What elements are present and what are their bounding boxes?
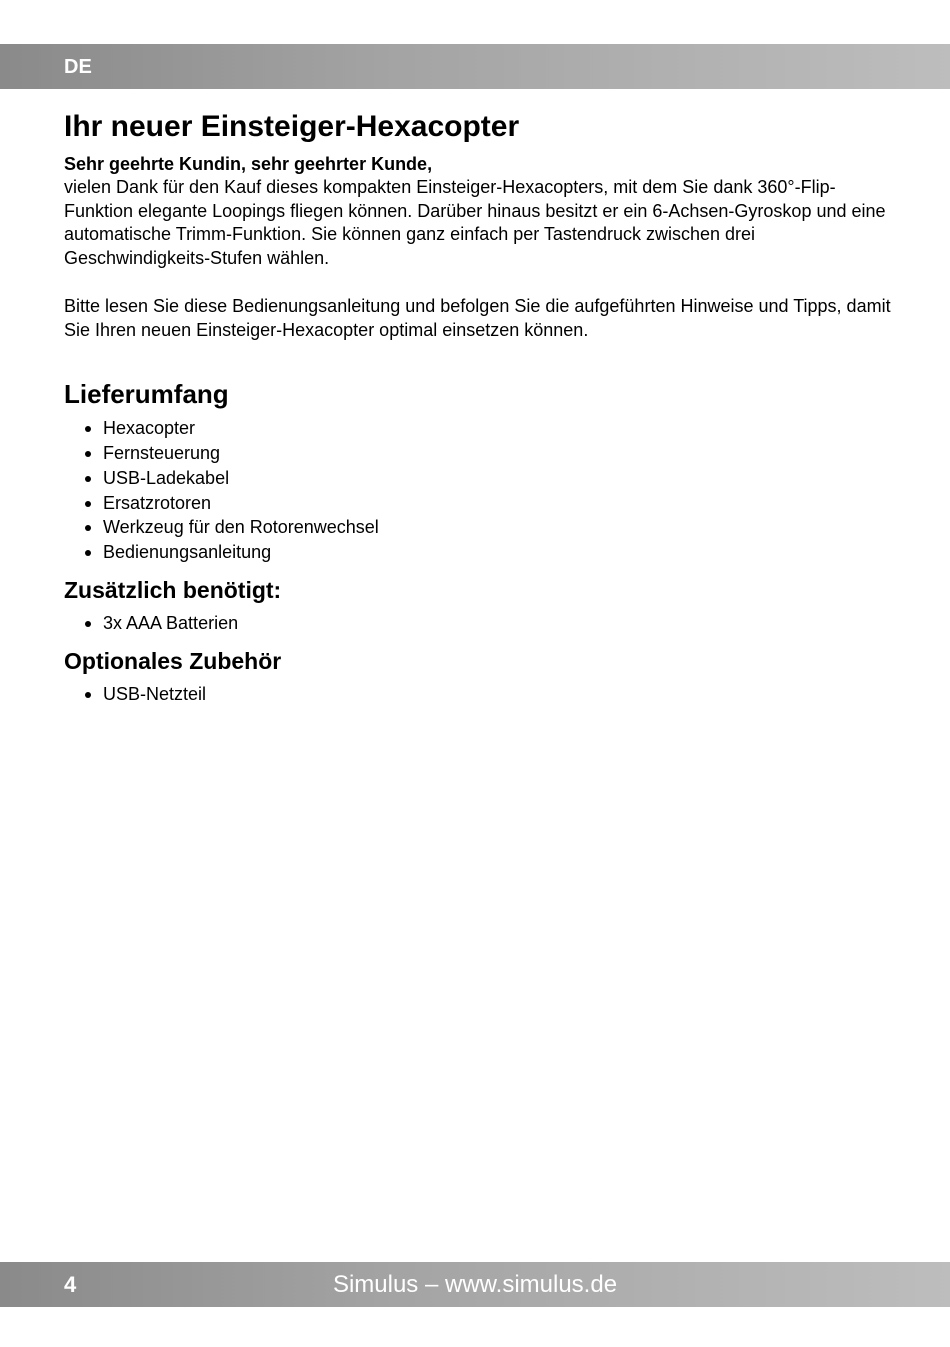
list-item bbox=[103, 611, 894, 636]
list-item bbox=[103, 491, 894, 516]
main-content bbox=[64, 108, 894, 707]
list-item-label: Bedienungsanleitung bbox=[103, 542, 272, 563]
header-bar bbox=[0, 44, 950, 89]
delivery-list bbox=[64, 416, 894, 565]
delivery-title: Lieferumfang bbox=[64, 379, 229, 410]
bullet-icon bbox=[85, 692, 91, 698]
bullet-icon bbox=[85, 476, 91, 482]
page-number: 4 bbox=[64, 1272, 77, 1297]
list-item bbox=[103, 416, 894, 441]
language-label: DE bbox=[64, 56, 92, 78]
salutation: Sehr geehrte Kundin, sehr geehrter Kunde, bbox=[64, 154, 433, 174]
bullet-icon bbox=[85, 525, 91, 531]
optional-accessories-list bbox=[64, 682, 894, 707]
list-item bbox=[103, 540, 894, 565]
list-item bbox=[103, 466, 894, 491]
page-title: Ihr neuer Einsteiger-Hexacopter bbox=[64, 110, 520, 143]
list-item-label: USB-Ladekabel bbox=[103, 467, 230, 488]
intro-paragraph: vielen Dank für den Kauf dieses kompakten Einsteiger-Hexacopters, mit dem Sie dank 360°-Flip-Funktion elegante Loopings fliegen können. Darüber hinaus besitzt er ein 6-Achsen-Gyroskop und eine automatische Trimm-Funktion. Sie können ganz einfach per Tastendruck zwischen drei Geschwindigkeits-Stufen wählen. bbox=[64, 177, 886, 269]
additionally-required-title: Zusätzlich benötigt: bbox=[64, 577, 282, 603]
list-item bbox=[103, 682, 894, 707]
bullet-icon bbox=[85, 550, 91, 556]
footer-bar bbox=[0, 1262, 950, 1307]
bullet-icon bbox=[85, 621, 91, 627]
optional-accessories-title: Optionales Zubehör bbox=[64, 647, 282, 674]
list-item-label: 3x AAA Batterien bbox=[103, 613, 239, 633]
list-item bbox=[103, 515, 894, 540]
list-item-label: Ersatzrotoren bbox=[103, 492, 212, 513]
bullet-icon bbox=[85, 451, 91, 457]
list-item-label: USB-Netzteil bbox=[103, 683, 207, 704]
list-item-label: Fernsteuerung bbox=[103, 443, 221, 464]
bullet-icon bbox=[85, 426, 91, 432]
list-item bbox=[103, 441, 894, 466]
footer-brand: Simulus – www.simulus.de bbox=[332, 1271, 618, 1298]
list-item-label: Hexacopter bbox=[103, 418, 196, 439]
instruction-paragraph: Bitte lesen Sie diese Bedienungsanleitung und befolgen Sie die aufgeführten Hinweise und Tipps, damit Sie Ihren neuen Einsteiger-Hexacopter optimal einsetzen können. bbox=[64, 295, 891, 340]
additionally-required-list bbox=[64, 611, 894, 636]
bullet-icon bbox=[85, 501, 91, 507]
list-item-label: Werkzeug für den Rotorenwechsel bbox=[103, 517, 379, 538]
